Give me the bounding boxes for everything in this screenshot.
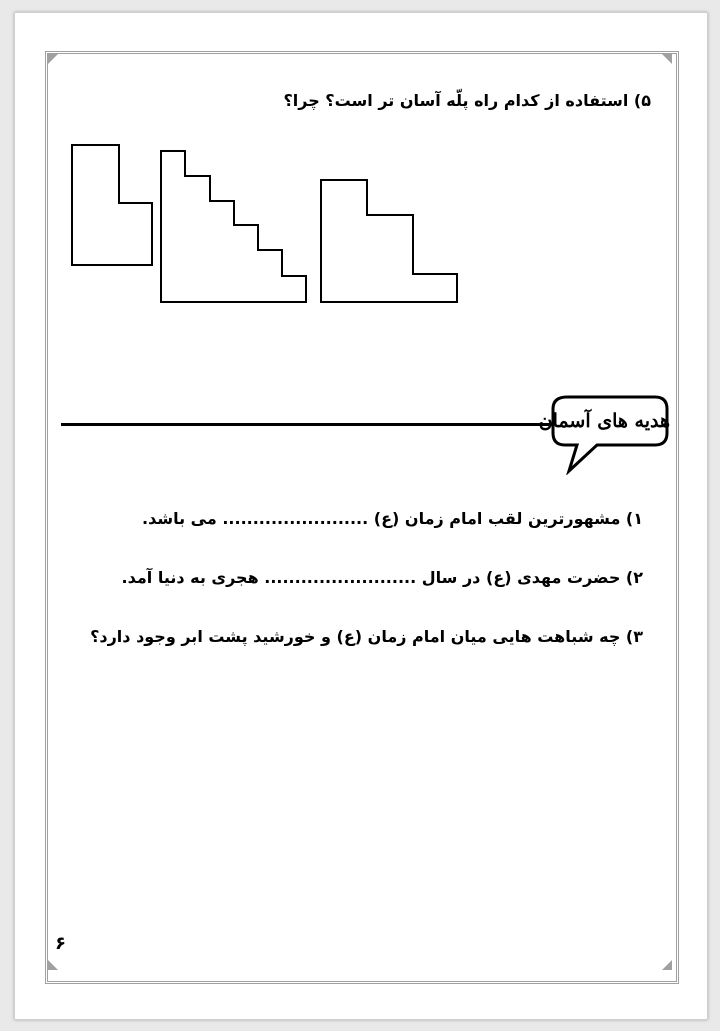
- section-divider: [61, 423, 561, 426]
- section-title: هدیه های آسمان: [538, 410, 670, 432]
- question-5-text: ۵) استفاده از کدام راه پلّه آسان تر است؟ چرا؟: [283, 91, 651, 110]
- question-1-text: ۱) مشهورترین لقب امام زمان (ع) ........................ می باشد.: [142, 509, 643, 528]
- section-title-bubble: [538, 393, 672, 475]
- question-3-text: ۳) چه شباهت هایی میان امام زمان (ع) و خورشید پشت ابر وجود دارد؟: [90, 627, 643, 646]
- many-step-stair: [161, 151, 306, 302]
- stair-figures: [15, 13, 707, 333]
- worksheet-page: [14, 12, 708, 1020]
- frame-corner-ornament: [48, 960, 58, 970]
- question-2-text: ۲) حضرت مهدی (ع) در سال ......................... هجری به دنیا آمد.: [121, 568, 643, 587]
- two-step-stair: [321, 180, 457, 302]
- page-number: ۶: [55, 933, 66, 954]
- wide-step-stair: [72, 145, 152, 265]
- frame-corner-ornament: [662, 960, 672, 970]
